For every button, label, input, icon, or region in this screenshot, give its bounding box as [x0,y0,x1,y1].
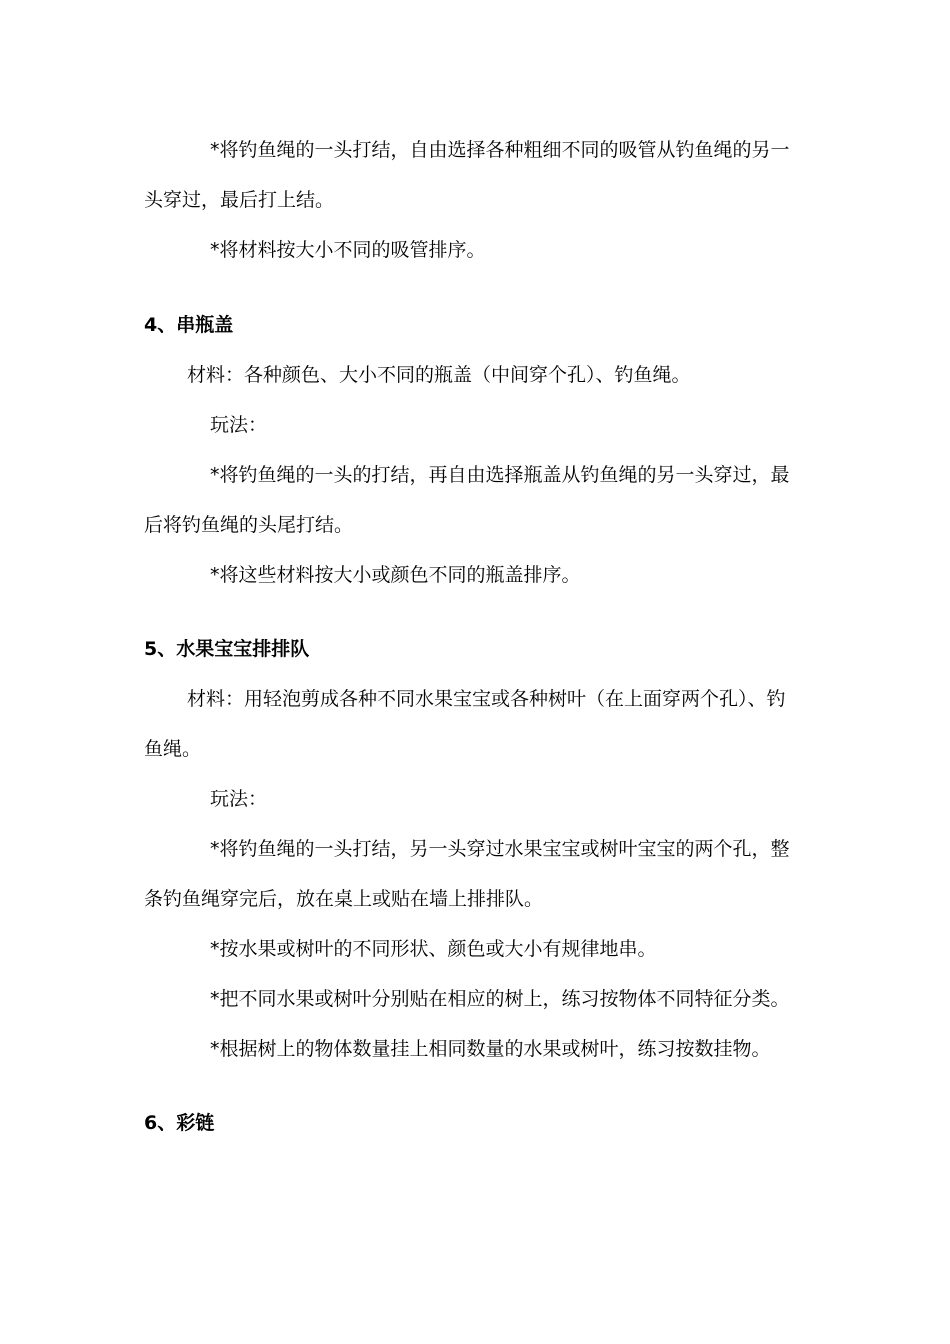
paragraph-fruit-counting: *根据树上的物体数量挂上相同数量的水果或树叶，练习按数挂物。 [210,1038,771,1060]
paragraph-bottle-caps-sorting: *将这些材料按大小或颜色不同的瓶盖排序。 [210,564,581,586]
paragraph-straw-threading-line2: 头穿过，最后打上结。 [144,189,335,211]
section-heading-bottle-caps: 4、串瓶盖 [144,314,234,336]
section-heading-color-chain: 6、彩链 [144,1112,215,1134]
paragraph-fruit-materials-line2: 鱼绳。 [144,738,202,760]
paragraph-fruit-threading-line1: *将钓鱼绳的一头打结，另一头穿过水果宝宝或树叶宝宝的两个孔，整 [210,838,790,860]
paragraph-straw-sorting: *将材料按大小不同的吸管排序。 [210,239,486,261]
paragraph-bottle-caps-threading-line1: *将钓鱼绳的一头的打结，再自由选择瓶盖从钓鱼绳的另一头穿过，最 [210,464,790,486]
paragraph-straw-threading-line1: *将钓鱼绳的一头打结，自由选择各种粗细不同的吸管从钓鱼绳的另一 [210,139,790,161]
paragraph-fruit-pattern: *按水果或树叶的不同形状、颜色或大小有规律地串。 [210,938,657,960]
paragraph-bottle-caps-materials: 材料：各种颜色、大小不同的瓶盖（中间穿个孔）、钓鱼绳。 [187,364,691,386]
paragraph-fruit-classify: *把不同水果或树叶分别贴在相应的树上，练习按物体不同特征分类。 [210,988,790,1010]
paragraph-fruit-materials-line1: 材料：用轻泡剪成各种不同水果宝宝或各种树叶（在上面穿两个孔）、钓 [187,688,786,710]
label-fruit-howto: 玩法： [210,788,268,810]
paragraph-bottle-caps-threading-line2: 后将钓鱼绳的头尾打结。 [144,514,354,536]
section-heading-fruit-queue: 5、水果宝宝排排队 [144,638,310,660]
paragraph-fruit-threading-line2: 条钓鱼绳穿完后，放在桌上或贴在墙上排排队。 [144,888,544,910]
label-bottle-caps-howto: 玩法： [210,414,268,436]
